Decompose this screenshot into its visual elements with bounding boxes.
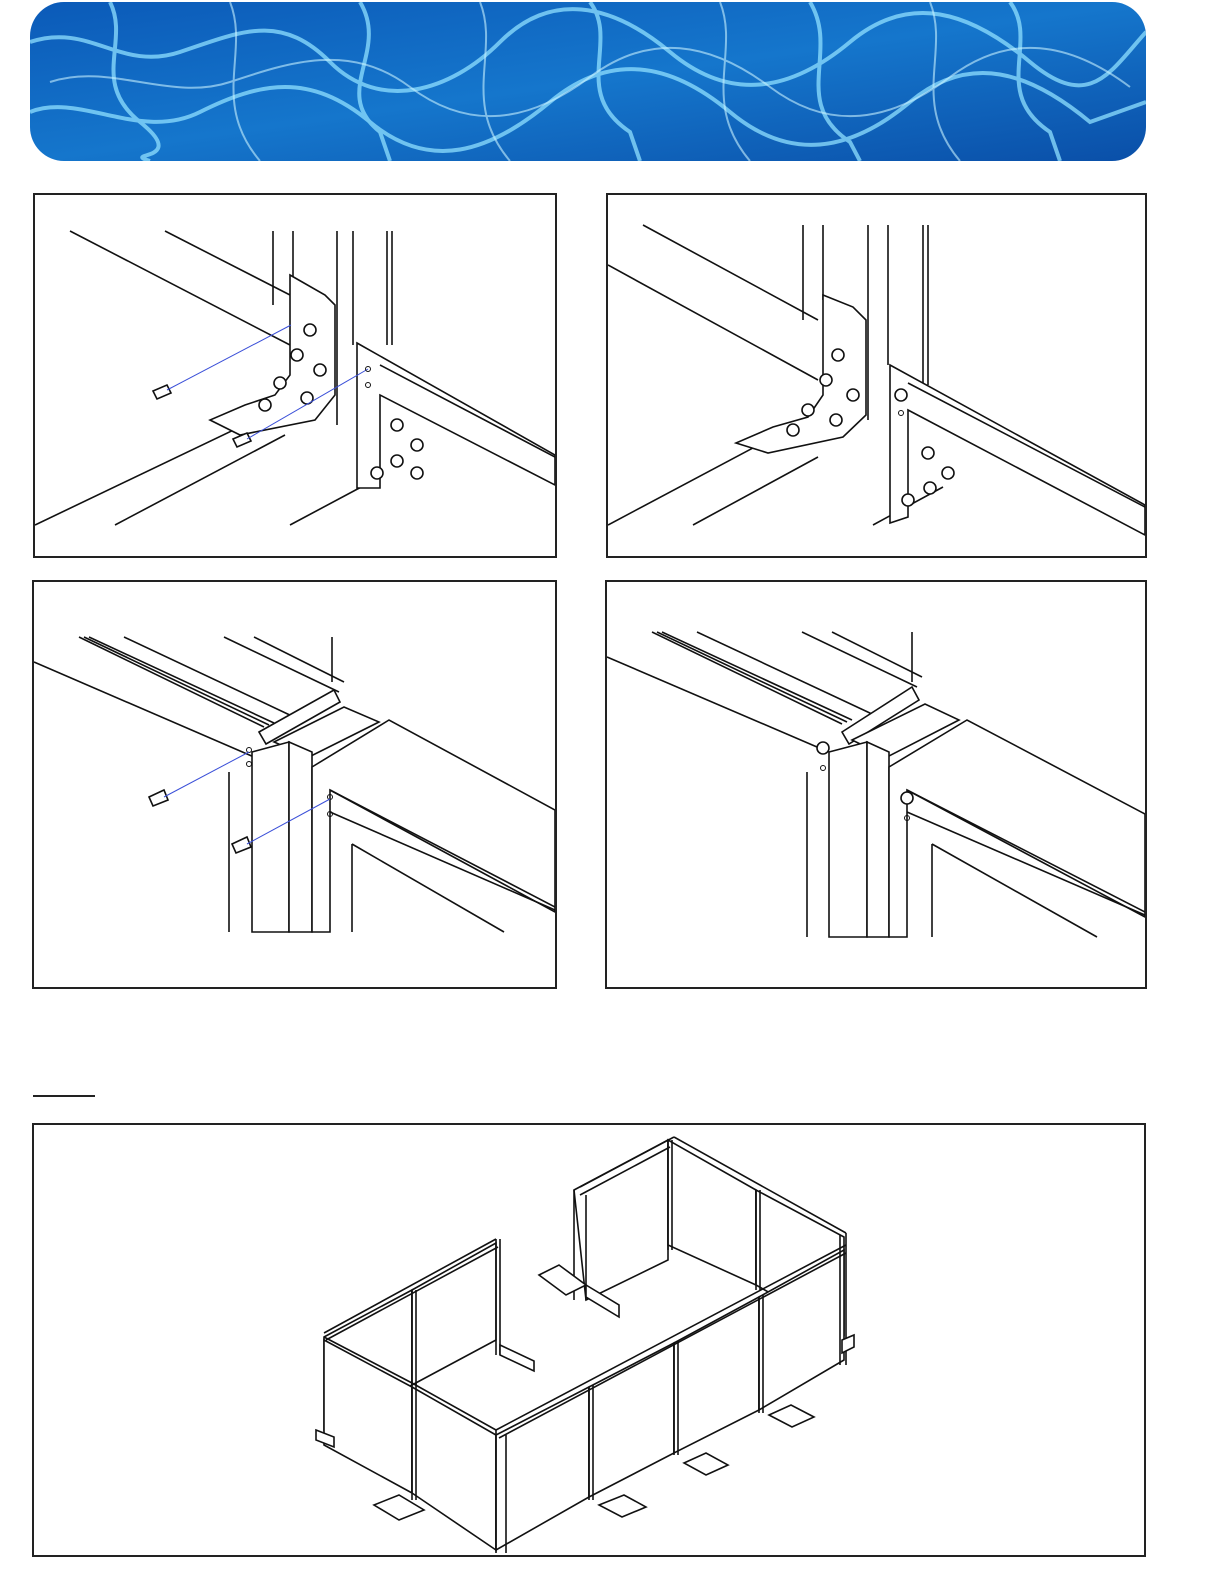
fig-top-rail-joint-exploded <box>32 580 557 989</box>
water-banner <box>30 2 1146 161</box>
water-texture-icon <box>30 2 1146 161</box>
top-rail-joint-assembled-icon <box>607 582 1145 987</box>
fig-pool-frame-overview <box>32 1123 1146 1557</box>
pool-frame-overview-icon <box>34 1125 1144 1555</box>
top-rail-joint-exploded-icon <box>34 582 555 987</box>
fig-top-rail-joint-assembled <box>605 580 1147 989</box>
fig-corner-bracket-assembled <box>606 193 1147 558</box>
corner-bracket-exploded-icon <box>35 195 555 556</box>
corner-bracket-assembled-icon <box>608 195 1145 556</box>
section-rule <box>33 1095 95 1097</box>
fig-corner-bracket-exploded <box>33 193 557 558</box>
